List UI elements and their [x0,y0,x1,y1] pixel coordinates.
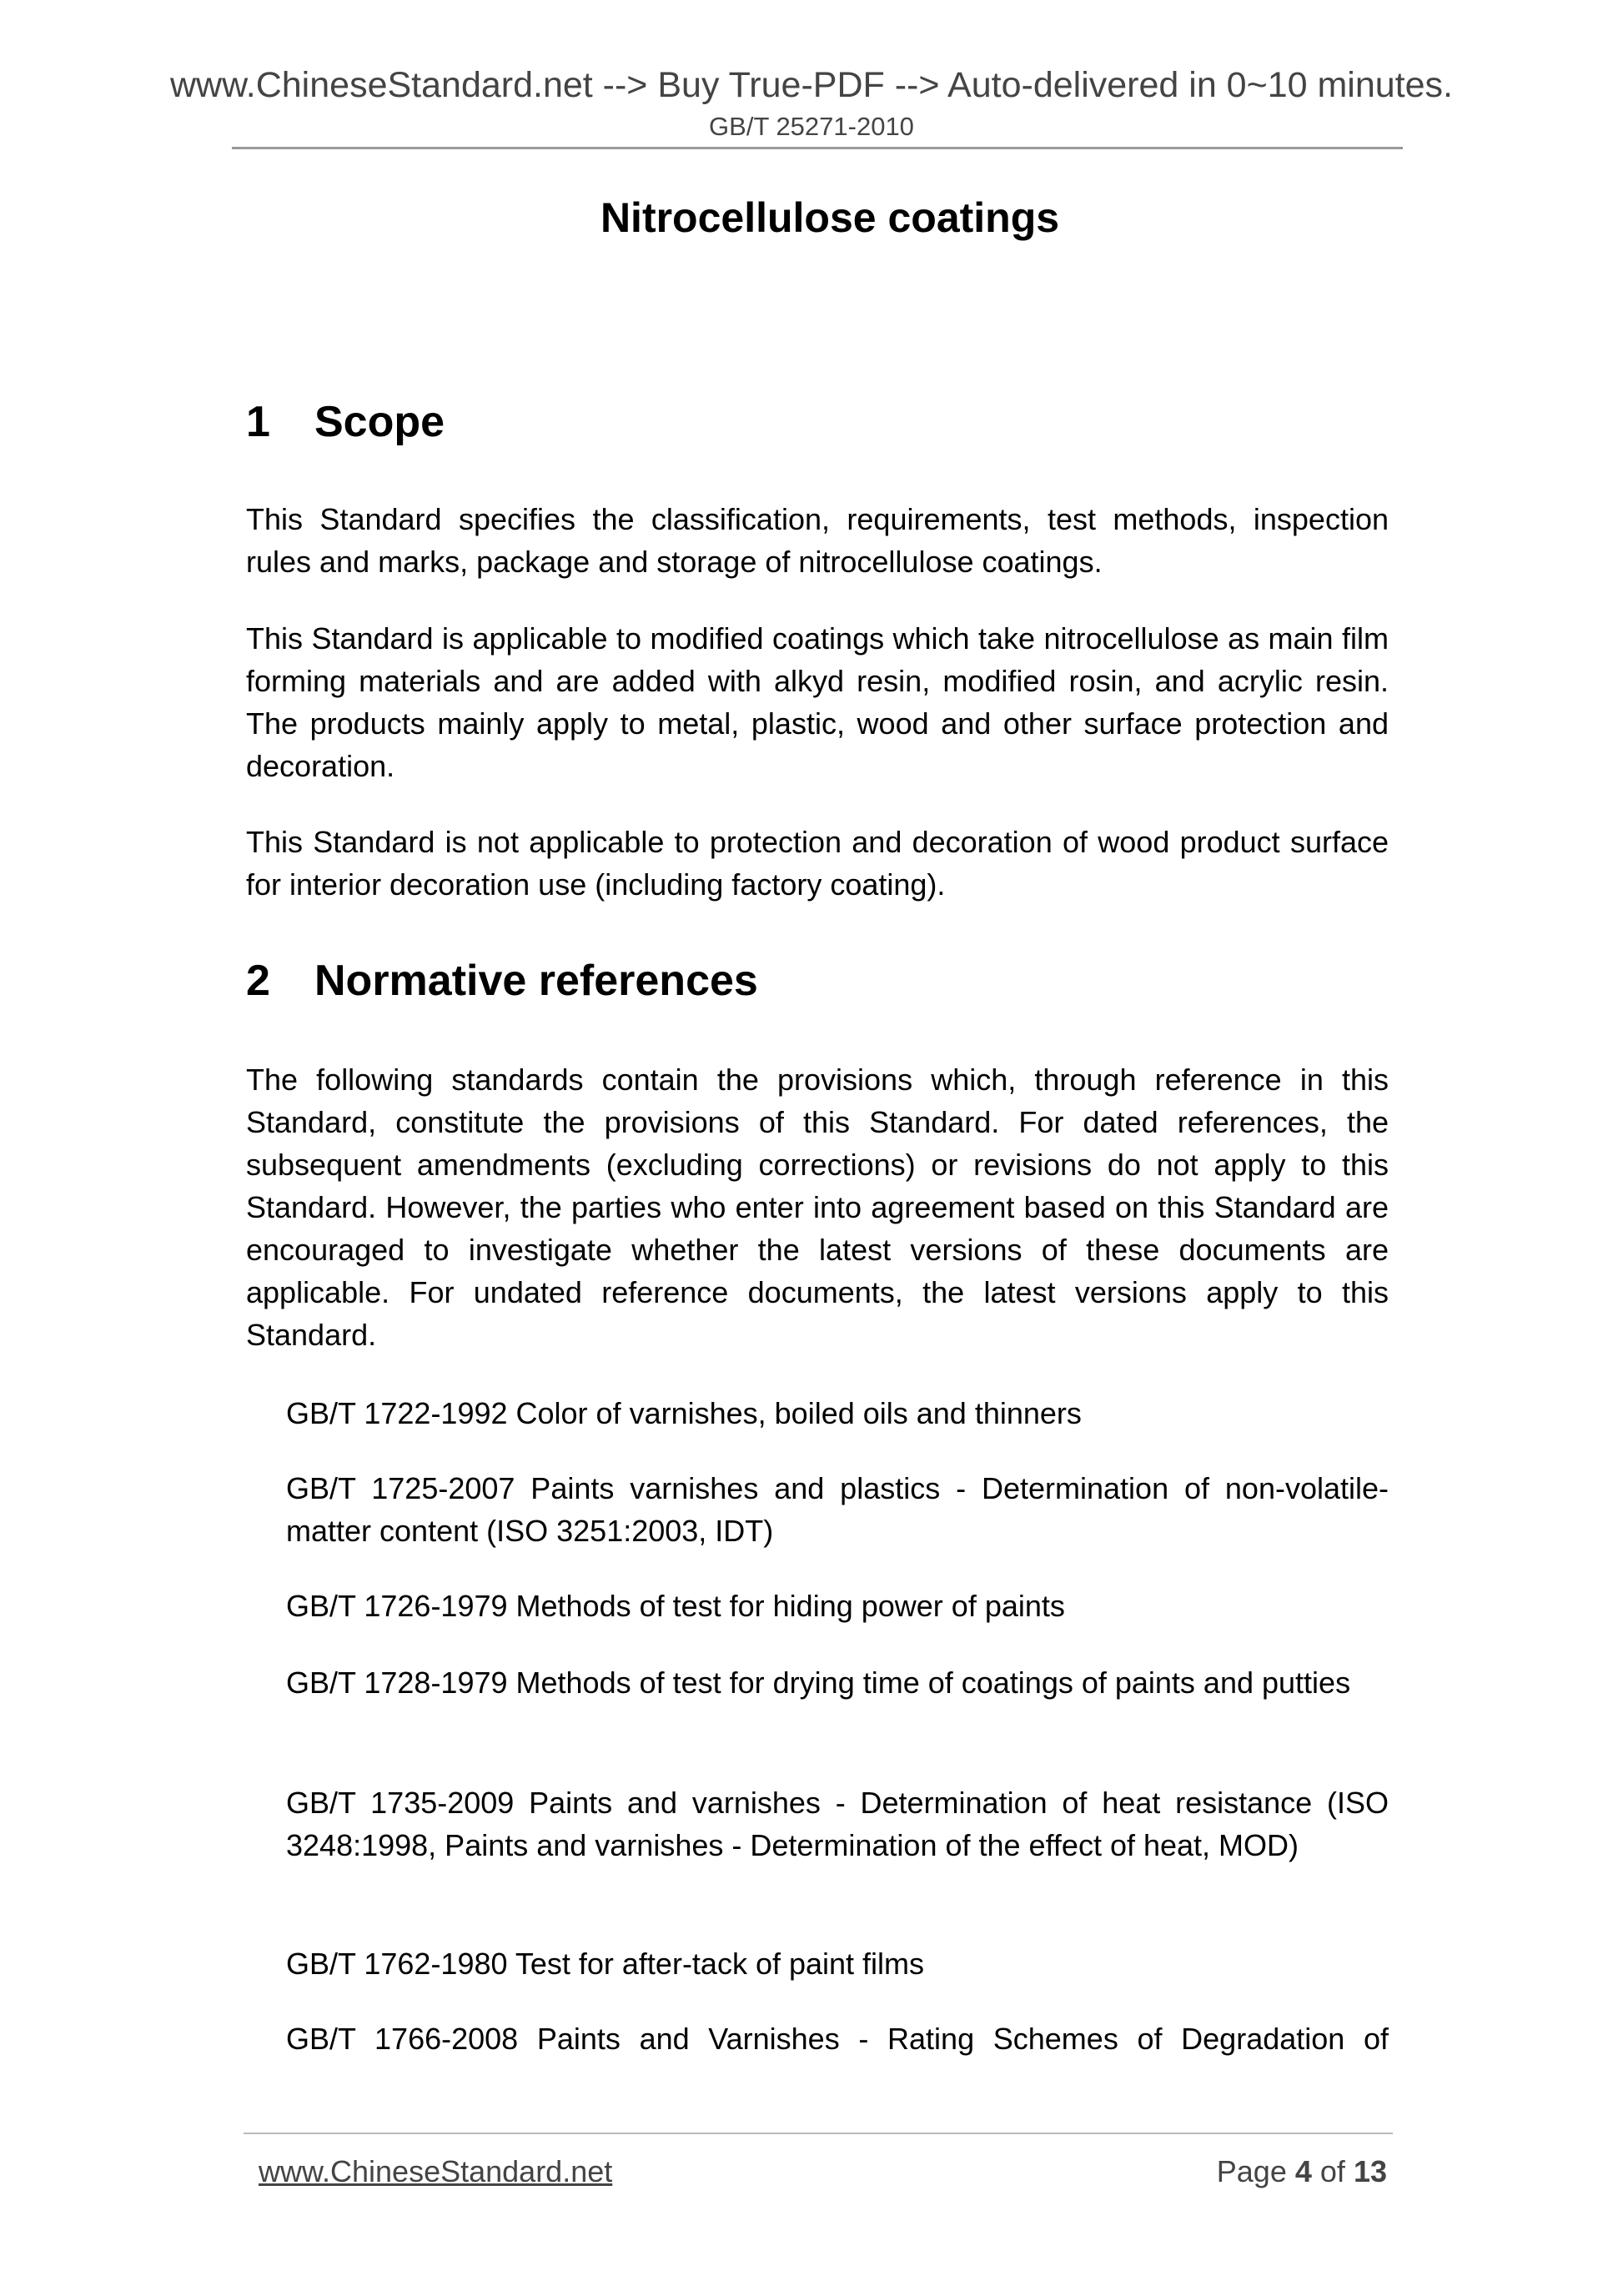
reference-item: GB/T 1735-2009 Paints and varnishes - Determination of heat resistance (ISO 3248:1998, Paints and varnishes - Determination of the effect of heat, MOD) [286,1786,1389,1862]
header-divider [232,147,1403,149]
page-label: Page [1216,2154,1287,2188]
page-of-label: of [1319,2154,1345,2188]
section-title: Normative references [314,957,758,1005]
section-title: Scope [314,398,445,446]
reference-item: GB/T 1766-2008 Paints and Varnishes - Rating Schemes of Degradation of [286,2022,1389,2056]
section-heading-normative-references [246,956,758,1006]
section-heading-scope [246,397,445,447]
header-banner: www.ChineseStandard.net --> Buy True-PDF --> Auto-delivered in 0~10 minutes. [169,65,1453,105]
document-title: Nitrocellulose coatings [600,194,1060,241]
total-pages: 13 [1353,2154,1387,2188]
standard-code: GB/T 25271-2010 [709,112,914,141]
paragraph: This Standard specifies the classification, requirements, test methods, inspection rules and marks, package and storage of nitrocellulose coatings. [246,502,1389,579]
reference-item: GB/T 1725-2007 Paints varnishes and plastics - Determination of non-volatile-matter content (ISO 3251:2003, IDT) [286,1471,1389,1548]
page-indicator [1217,2154,1387,2189]
paragraph: The following standards contain the provisions which, through reference in this Standard, constitute the provisions of this Standard. For dated references, the subsequent amendments (excluding corrections) or revisions do not apply to this Standard. However, the parties who enter into agreement based on this Standard are encouraged to investigate whether the latest versions of these documents are applicable. For undated reference documents, the latest versions apply to this Standard. [246,1063,1389,1352]
section-number: 2 [246,957,270,1005]
reference-item: GB/T 1728-1979 Methods of test for drying time of coatings of paints and putties [286,1665,1351,1700]
paragraph: This Standard is applicable to modified coatings which take nitrocellulose as main film forming materials and are added with alkyd resin, modified rosin, and acrylic resin. The products mainly apply to metal, plastic, wood and other surface protection and decoration. [246,621,1389,783]
section-number: 1 [246,398,270,446]
footer-divider [244,2133,1393,2134]
paragraph: This Standard is not applicable to protection and decoration of wood product surface for interior decoration use (including factory coating). [246,825,1389,902]
current-page: 4 [1294,2154,1312,2188]
reference-item: GB/T 1722-1992 Color of varnishes, boiled oils and thinners [286,1396,1082,1430]
reference-item: GB/T 1762-1980 Test for after-tack of paint films [286,1947,925,1981]
reference-item: GB/T 1726-1979 Methods of test for hiding power of paints [286,1589,1065,1623]
footer-website-link[interactable]: www.ChineseStandard.net [259,2154,613,2188]
